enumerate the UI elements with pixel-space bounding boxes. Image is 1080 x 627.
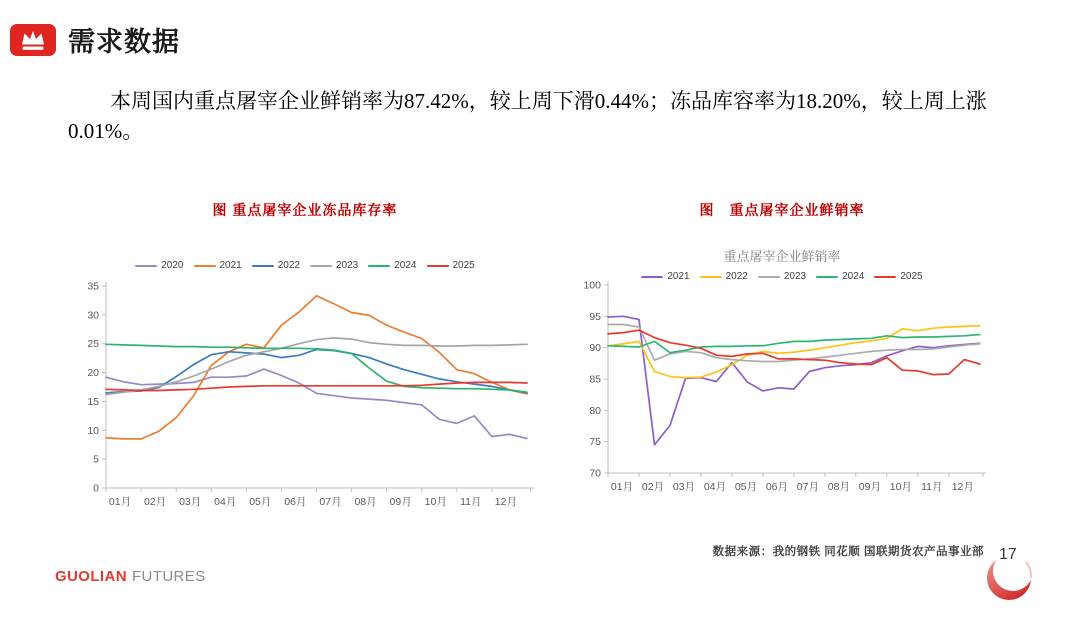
svg-text:100: 100 — [583, 279, 601, 292]
svg-text:35: 35 — [87, 280, 99, 293]
legend-item-2023 — [310, 260, 358, 271]
legend-label: 2022 — [277, 260, 300, 271]
legend-item-2021 — [194, 260, 242, 271]
svg-text:95: 95 — [589, 310, 601, 323]
svg-text:06月: 06月 — [765, 481, 789, 493]
svg-text:02月: 02月 — [143, 496, 167, 508]
svg-text:11月: 11月 — [921, 481, 943, 493]
crown-icon — [10, 24, 56, 56]
y-axis-ticks — [583, 280, 608, 480]
logo-secondary: FUTURES — [131, 568, 206, 585]
svg-text:15: 15 — [87, 395, 99, 408]
legend-line-sample — [874, 276, 896, 278]
company-logo — [55, 568, 206, 585]
x-axis-ticks — [106, 488, 530, 508]
svg-text:12月: 12月 — [951, 481, 974, 493]
legend-item-2022 — [700, 271, 748, 282]
legend-label: 2021 — [219, 260, 242, 271]
svg-text:05月: 05月 — [249, 496, 272, 508]
svg-text:30: 30 — [87, 309, 99, 322]
chart-fresh-sales-rate — [572, 200, 992, 510]
svg-text:01月: 01月 — [108, 496, 132, 508]
legend-item-2025 — [427, 260, 475, 271]
legend-line-sample — [252, 265, 274, 267]
svg-text:80: 80 — [589, 404, 601, 417]
legend-item-2020 — [135, 260, 183, 271]
legend-item-2022 — [252, 260, 300, 271]
svg-text:25: 25 — [87, 338, 99, 351]
legend-label: 2022 — [725, 271, 748, 282]
legend-label: 2025 — [900, 271, 923, 282]
frozen-inventory-line-chart — [70, 278, 540, 518]
svg-text:20: 20 — [87, 367, 99, 380]
fresh-sales-line-chart — [572, 277, 992, 503]
svg-text:07月: 07月 — [319, 496, 342, 508]
svg-text:10: 10 — [87, 424, 99, 437]
legend-line-sample — [194, 265, 216, 267]
svg-text:03月: 03月 — [179, 496, 202, 508]
series-2021-line — [608, 316, 980, 445]
chart-legend — [572, 271, 992, 282]
chart-subtitle: 重点屠宰企业鲜销率 — [723, 249, 841, 264]
x-axis-ticks — [608, 473, 983, 493]
legend-label: 2025 — [452, 260, 475, 271]
legend-label: 2024 — [842, 271, 865, 282]
svg-text:05月: 05月 — [734, 481, 758, 493]
series-2021-line — [106, 296, 527, 439]
svg-text:85: 85 — [589, 373, 601, 386]
svg-text:90: 90 — [589, 342, 601, 355]
legend-label: 2023 — [336, 260, 359, 271]
logo-primary: GUOLIAN — [55, 568, 127, 585]
svg-text:09月: 09月 — [389, 496, 412, 508]
legend-item-2024 — [368, 260, 416, 271]
legend-line-sample — [641, 276, 663, 278]
legend-label: 2023 — [783, 271, 807, 282]
svg-text:01月: 01月 — [610, 481, 634, 493]
legend-item-2021 — [641, 271, 689, 282]
legend-line-sample — [758, 276, 780, 278]
svg-text:0: 0 — [93, 482, 99, 495]
svg-text:10月: 10月 — [424, 496, 447, 508]
svg-text:04月: 04月 — [214, 496, 237, 508]
header — [10, 20, 180, 59]
legend-line-sample — [310, 265, 332, 267]
series-2020-line — [106, 369, 527, 438]
legend-item-2025 — [874, 271, 922, 282]
chart-frozen-inventory-rate — [70, 200, 540, 520]
legend-label: 2021 — [667, 271, 690, 282]
svg-text:10月: 10月 — [889, 481, 912, 493]
legend-label: 2020 — [161, 260, 184, 271]
chart-title: 图 重点屠宰企业鲜销率 — [699, 202, 865, 218]
legend-line-sample — [368, 265, 390, 267]
svg-text:12月: 12月 — [494, 496, 517, 508]
legend-line-sample — [427, 265, 449, 267]
svg-text:5: 5 — [93, 453, 99, 466]
chart-title: 图 重点屠宰企业冻品库存率 — [212, 202, 398, 218]
legend-item-2023 — [758, 271, 806, 282]
legend-label: 2024 — [394, 260, 417, 271]
series-2022-line — [608, 326, 980, 378]
svg-text:03月: 03月 — [672, 481, 696, 493]
y-axis-ticks — [87, 281, 106, 495]
svg-text:02月: 02月 — [641, 481, 665, 493]
svg-text:70: 70 — [589, 467, 601, 480]
svg-text:08月: 08月 — [827, 481, 850, 493]
summary-text: 本周国内重点屠宰企业鲜销率为87.42%，较上周下滑0.44%；冻品库容率为18.20%，较上周上涨0.01%。 — [68, 89, 987, 143]
legend-line-sample — [135, 265, 157, 267]
legend-item-2024 — [816, 271, 864, 282]
svg-text:09月: 09月 — [858, 481, 881, 493]
svg-text:08月: 08月 — [354, 496, 377, 508]
svg-text:06月: 06月 — [284, 496, 307, 508]
svg-text:04月: 04月 — [703, 481, 727, 493]
svg-text:11月: 11月 — [460, 496, 482, 508]
svg-text:07月: 07月 — [796, 481, 819, 493]
axes — [608, 281, 986, 473]
legend-line-sample — [816, 276, 838, 278]
data-source-note: 数据来源：我的钢铁 同花顺 国联期货农产品事业部 — [712, 546, 984, 558]
legend-line-sample — [700, 276, 722, 278]
svg-text:75: 75 — [589, 436, 601, 449]
page-title: 需求数据 — [68, 27, 180, 57]
chart-legend — [70, 260, 540, 271]
page-number: 17 — [999, 546, 1017, 563]
